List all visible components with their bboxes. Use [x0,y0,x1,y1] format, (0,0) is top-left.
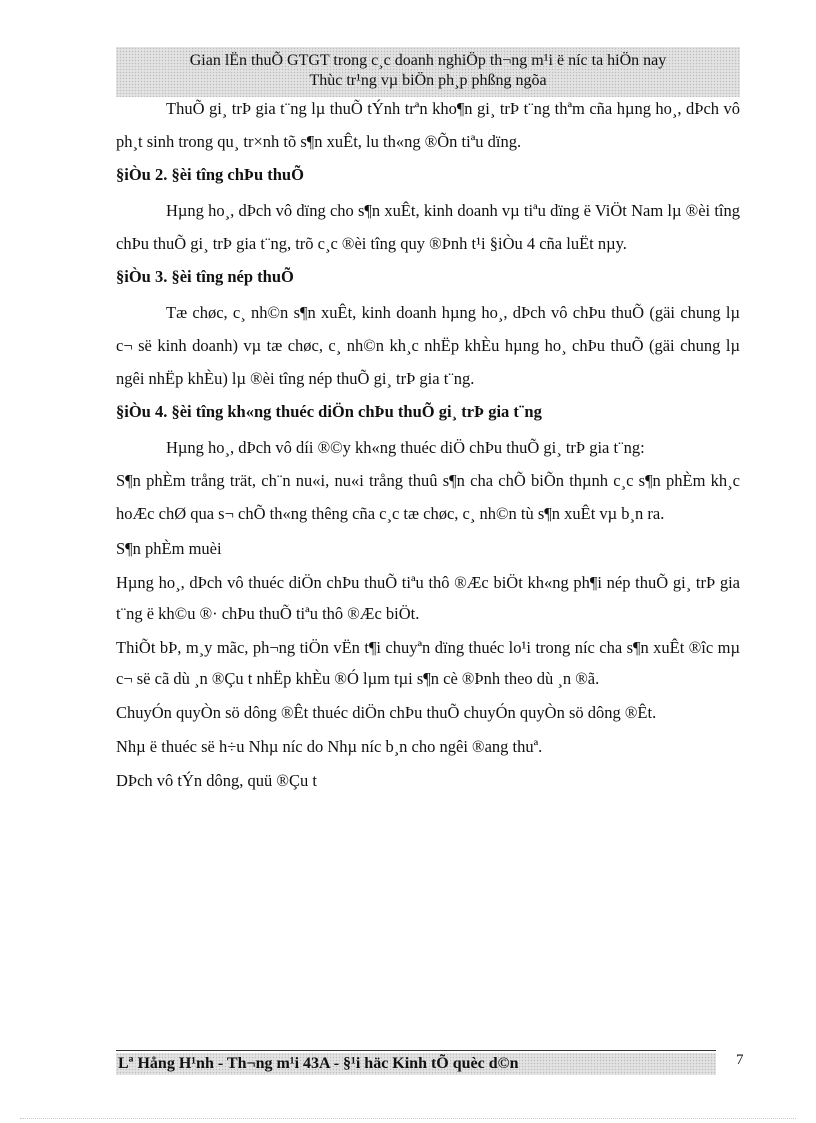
list-item-agricultural-products: S¶n phÈm trång trät, ch¨n nu«i, nu«i trång thuû s¶n cha chÕ biÕn thµnh c¸c s¶n phÈm kh¸c hoÆc chØ qua s¬ chÕ th«ng thêng cña c¸c tæ chøc, c¸ nh©n tù s¶n xuÊt vµ b¸n ra. [116,471,740,523]
footer-author-line: Lª Hång H¹nh - Th¬ng m¹i 43A - §¹i häc Kinh tÕ quèc d©n [116,1053,716,1075]
paragraph-article-4-intro: Hµng ho¸, dÞch vô díi ®©y kh«ng thuéc diÖ chÞu thuÕ gi¸ trÞ gia t¨ng: [166,438,645,457]
page-header [116,47,740,97]
document-body [116,92,740,796]
header-title-line-1: Gian lËn thuÕ GTGT trong c¸c doanh nghiÖp th¬ng m¹i ë níc ta hiÖn nay [189,52,667,69]
page-bottom-dotted-edge [20,1118,796,1119]
paragraph-article-3: Tæ chøc, c¸ nh©n s¶n xuÊt, kinh doanh hµng ho¸, dÞch vô chÞu thuÕ (gäi chung lµ c¬ së kinh doanh) vµ tæ chøc, c¸ nh©n kh¸c nhËp khÈu hµng ho¸ chÞu thuÕ (gäi chung lµ ngêi nhËp khÈu) lµ ®èi tîng nép thuÕ gi¸ trÞ gia t¨ng. [116,303,740,388]
page-number: 7 [736,1052,744,1068]
article-4-heading: §iÒu 4. §èi tîng kh«ng thuéc diÖn chÞu thuÕ gi¸ trÞ gia t¨ng [116,402,542,421]
list-item-imported-equipment: ThiÕt bÞ, m¸y mãc, ph¬ng tiÖn vËn t¶i chuyªn dïng thuéc lo¹i trong níc cha s¶n xuÊt ®îc mµ c¬ së cã dù ¸n ®Çu t nhËp khÈu ®Ó lµm tµi s¶n cè ®Þnh theo dù ¸n ®ã. [116,638,740,688]
paragraph-article-2: Hµng ho¸, dÞch vô dïng cho s¶n xuÊt, kinh doanh vµ tiªu dïng ë ViÖt Nam lµ ®èi tîng chÞu thuÕ gi¸ trÞ gia t¨ng, trõ c¸c ®èi tîng quy ®Þnh t¹i §iÒu 4 cña luËt nµy. [116,201,740,253]
list-item-special-consumption-goods: Hµng ho¸, dÞch vô thuéc diÖn chÞu thuÕ tiªu thô ®Æc biÖt kh«ng ph¶i nép thuÕ gi¸ trÞ gia t¨ng ë kh©u ®· chÞu thuÕ tiªu thô ®Æc biÖt. [116,573,740,623]
paragraph-vat-definition: ThuÕ gi¸ trÞ gia t¨ng lµ thuÕ tÝnh trªn kho¶n gi¸ trÞ t¨ng thªm cña hµng ho¸, dÞch vô ph¸t sinh trong qu¸ tr×nh tõ s¶n xuÊt, lu th«ng ®Õn tiªu dïng. [116,99,740,151]
footer-divider [116,1050,716,1051]
list-item-credit-services: DÞch vô tÝn dông, quü ®Çu t [116,771,317,790]
list-item-land-use-rights: ChuyÓn quyÒn sö dông ®Êt thuéc diÖn chÞu thuÕ chuyÓn quyÒn sö dông ®Êt. [116,703,657,722]
article-3-heading: §iÒu 3. §èi tîng nép thuÕ [116,267,294,286]
article-2-heading: §iÒu 2. §èi tîng chÞu thuÕ [116,165,304,184]
header-title-line-2: Thùc tr¹ng vµ biÖn ph¸p phßng ngõa [309,72,547,89]
list-item-state-housing: Nhµ ë thuéc së h÷u Nhµ níc do Nhµ níc b¸n cho ngêi ®ang thuª. [116,737,543,756]
list-item-salt: S¶n phÈm muèi [116,539,222,558]
